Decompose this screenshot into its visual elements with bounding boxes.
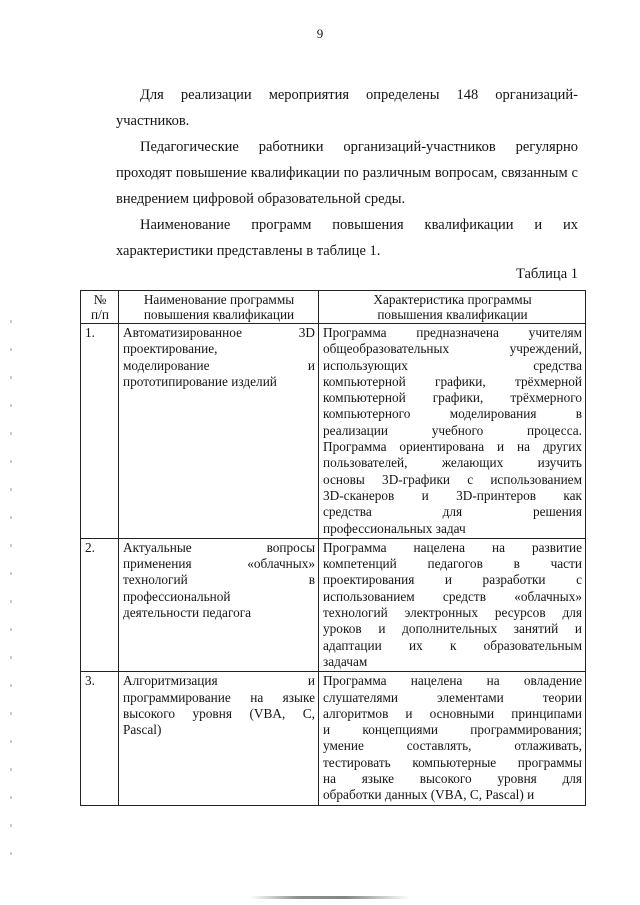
program-description-line: Программа нацелена на овладение <box>323 673 582 689</box>
paragraph-line: Педагогические работники организаций-участников регулярно <box>140 139 578 155</box>
program-name-cell <box>119 324 319 539</box>
program-description-line: и концепциями программирования; <box>323 722 582 738</box>
program-description-line: слушателями элементами теории <box>323 689 582 705</box>
header-program-name-line-2: повышения квалификации <box>143 307 295 322</box>
program-description-line: умение составлять, отлаживать, <box>323 738 582 754</box>
paragraph-line: внедрением цифровой образовательной среды. <box>116 191 406 207</box>
header-program-description <box>319 291 586 324</box>
table-caption: Таблица 1 <box>515 266 578 282</box>
header-program-description-line-2: повышения квалификации <box>377 307 528 322</box>
program-description-cell <box>319 538 586 671</box>
program-description-line: компьютерной графики, трёхмерной <box>323 373 582 389</box>
header-number-line-1: № <box>93 292 107 307</box>
table-header-row <box>81 291 586 324</box>
program-name-line: технологий в <box>123 572 315 588</box>
paragraph-participants <box>116 82 578 134</box>
program-name-line: моделирование и <box>123 357 315 373</box>
program-name-cell <box>119 672 319 805</box>
paragraph-line: участников. <box>116 113 190 129</box>
program-name-line: профессиональной <box>123 588 231 604</box>
paragraph-line: Для реализации мероприятия определены 148 организаций- <box>140 87 578 103</box>
program-description-line: пользователей, желающих изучить <box>323 455 582 471</box>
program-description-line: Программа ориентирована и на других <box>323 439 582 455</box>
program-description-line: уроков и дополнительных занятий и <box>323 621 582 637</box>
paragraph-programs-intro <box>116 212 578 264</box>
row-number: 1. <box>81 324 119 539</box>
program-name-line: высокого уровня (VBA, C, <box>123 705 315 721</box>
program-description-line: основы 3D-графики с использованием <box>323 471 582 487</box>
program-description-line: на языке высокого уровня для <box>323 771 582 787</box>
program-description-line: общеобразовательных учреждений, <box>323 341 582 357</box>
program-description-line: средства для решения <box>323 504 582 520</box>
program-description-line: использующих средства <box>323 357 582 373</box>
paragraph-line: Наименование программ повышения квалификации и их <box>140 217 578 233</box>
program-name-line: программирование на языке <box>123 689 315 705</box>
program-name-line: деятельности педагога <box>123 605 252 621</box>
table-row <box>81 672 586 805</box>
row-number: 2. <box>81 538 119 671</box>
program-description-line: алгоритмов и основными принципами <box>323 705 582 721</box>
program-description-line: проектирования и разработки с <box>323 572 582 588</box>
program-description-line: использованием средств «облачных» <box>323 588 582 604</box>
paragraph-line: проходят повышение квалификации по различным вопросам, связанным с <box>116 165 578 181</box>
program-description-cell <box>319 672 586 805</box>
header-program-description-line-1: Характеристика программы <box>373 292 532 307</box>
program-description-line: адаптации их к образовательным <box>323 637 582 653</box>
program-description-line: профессиональных задач <box>323 520 466 536</box>
programs-table <box>80 290 586 806</box>
program-description-line: реализации учебного процесса. <box>323 422 582 438</box>
program-description-line: обработки данных (VBA, C, Pascal) и <box>323 787 535 803</box>
header-program-name <box>119 291 319 324</box>
program-name-line: Актуальные вопросы <box>123 539 315 555</box>
program-name-line: применения «облачных» <box>123 556 315 572</box>
program-description-line: Программа предназначена учителям <box>323 325 582 340</box>
header-number-line-2: п/п <box>91 307 109 322</box>
program-description-line: технологий электронных ресурсов для <box>323 605 582 621</box>
header-program-name-line-1: Наименование программы <box>143 292 295 307</box>
program-name-line: проектирование, <box>123 341 218 357</box>
paragraph-line: характеристики представлены в таблице 1. <box>116 243 381 259</box>
program-name-line: Pascal) <box>123 722 162 738</box>
program-description-line: 3D-сканеров и 3D-принтеров как <box>323 487 582 503</box>
program-description-line: задачам <box>323 653 368 669</box>
page-number: 9 <box>316 26 324 41</box>
program-description-line: Программа нацелена на развитие <box>323 539 582 555</box>
scan-bottom-artifact <box>250 896 410 899</box>
program-name-line: Алгоритмизация и <box>123 673 315 689</box>
program-name-line: Автоматизированное 3D <box>123 325 315 340</box>
header-number <box>81 291 119 324</box>
table-row <box>81 324 586 539</box>
table-row <box>81 538 586 671</box>
program-description-line: компьютерной графики, трёхмерного <box>323 390 582 406</box>
program-name-line: прототипирование изделий <box>123 373 277 389</box>
program-description-cell <box>319 324 586 539</box>
program-description-line: тестировать компьютерные программы <box>323 754 582 770</box>
row-number: 3. <box>81 672 119 805</box>
program-name-cell <box>119 538 319 671</box>
paragraph-teachers-training <box>116 134 578 212</box>
program-description-line: компетенций педагогов в части <box>323 556 582 572</box>
scan-margin-artifact <box>10 320 12 880</box>
program-description-line: компьютерного моделирования в <box>323 406 582 422</box>
